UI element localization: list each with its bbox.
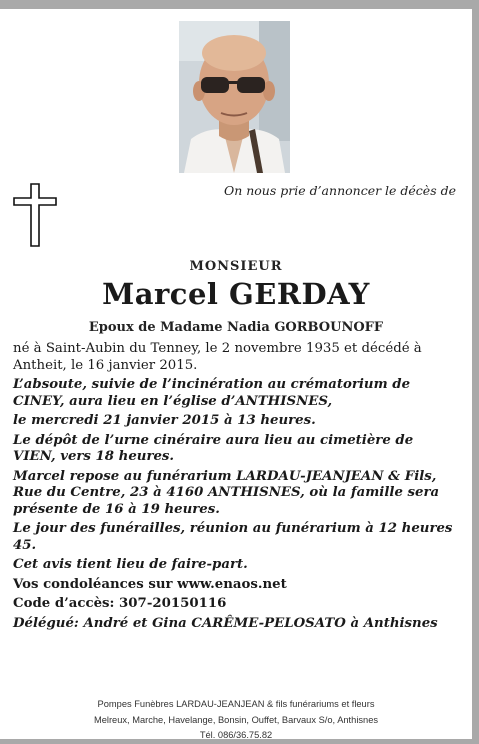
condolences-paragraph: Vos condoléances sur www.enaos.net bbox=[13, 576, 287, 592]
urn-deposit-paragraph: Le dépôt de l’urne cinéraire aura lieu au cimetière de VIEN, vers 18 heures. bbox=[13, 432, 414, 464]
funerarium-paragraph: Marcel repose au funérarium LARDAU-JEANJEAN & Fils, Rue du Centre, 23 à 4160 ANTHISNES, où la famille sera présente de 16 à 19 heures. bbox=[13, 468, 440, 517]
announcement-intro: On nous prie d’annoncer le décès de bbox=[223, 183, 456, 198]
honorific-title: MONSIEUR bbox=[189, 259, 283, 274]
ceremony-date-paragraph: le mercredi 21 janvier 2015 à 13 heures. bbox=[13, 413, 316, 428]
ceremony-paragraph: L’absoute, suivie de l’incinération au crématorium de CINEY, aura lieu en l’église d’ANTHISNES, bbox=[13, 377, 411, 409]
delegate-paragraph: Délégué: André et Gina CARÊME-PELOSATO à Anthisnes bbox=[13, 615, 438, 631]
birth-death-paragraph: né à Saint-Aubin du Tenney, le 2 novembre 1935 et décédé à Antheit, le 16 janvier 2015. bbox=[13, 341, 422, 373]
notice-body bbox=[13, 341, 459, 635]
obituary-card bbox=[0, 9, 472, 739]
spouse-line: Epoux de Madame Nadia GORBOUNOFF bbox=[88, 320, 384, 335]
portrait-photo bbox=[179, 21, 290, 173]
latin-cross-icon bbox=[12, 183, 58, 247]
access-code-paragraph: Code d’accès: 307-20150116 bbox=[13, 596, 227, 611]
funeral-home-footer bbox=[0, 697, 472, 744]
meeting-paragraph: Le jour des funérailles, réunion au funérarium à 12 heures 45. bbox=[13, 521, 453, 553]
faire-part-paragraph: Cet avis tient lieu de faire-part. bbox=[13, 557, 248, 572]
footer-line-company: Pompes Funèbres LARDAU-JEANJEAN & fils funérariums et fleurs bbox=[97, 699, 375, 709]
deceased-name: Marcel GERDAY bbox=[102, 277, 370, 311]
footer-line-locations: Melreux, Marche, Havelange, Bonsin, Ouffet, Barvaux S/o, Anthisnes bbox=[93, 714, 379, 725]
footer-line-phone: Tél. 086/36.75.82 bbox=[199, 730, 273, 740]
